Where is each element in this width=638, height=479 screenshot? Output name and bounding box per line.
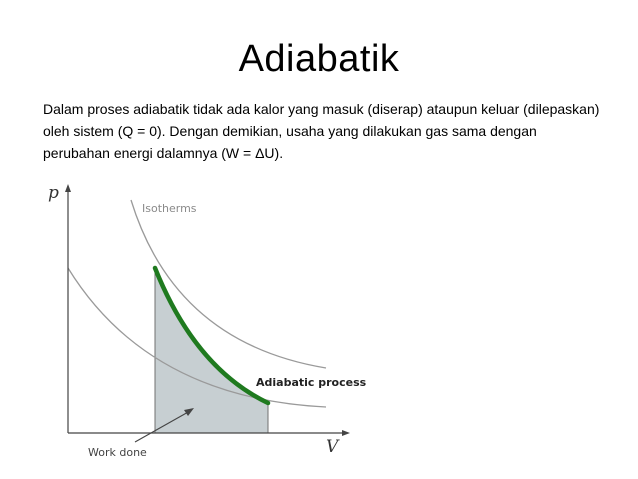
- x-axis-arrow: [342, 430, 350, 436]
- work-done-area: [155, 268, 268, 433]
- work-done-label: Work done: [88, 446, 147, 459]
- slide-body-text: Dalam proses adiabatik tidak ada kalor yang masuk (diserap) ataupun keluar (dilepaskan) oleh sistem (Q = 0). Dengan demikian, usaha yang dilakukan gas sama dengan perubahan energi dalamnya (W = ΔU).: [43, 101, 600, 161]
- isotherms-label: Isotherms: [142, 202, 197, 215]
- y-axis-arrow: [65, 184, 71, 192]
- slide-title: Adiabatik: [238, 38, 400, 80]
- y-axis-label: p: [48, 183, 59, 203]
- adiabatic-process-label: Adiabatic process: [256, 376, 367, 389]
- pv-diagram-svg: [30, 178, 380, 470]
- pv-diagram: [30, 178, 380, 470]
- x-axis-label: V: [326, 437, 339, 457]
